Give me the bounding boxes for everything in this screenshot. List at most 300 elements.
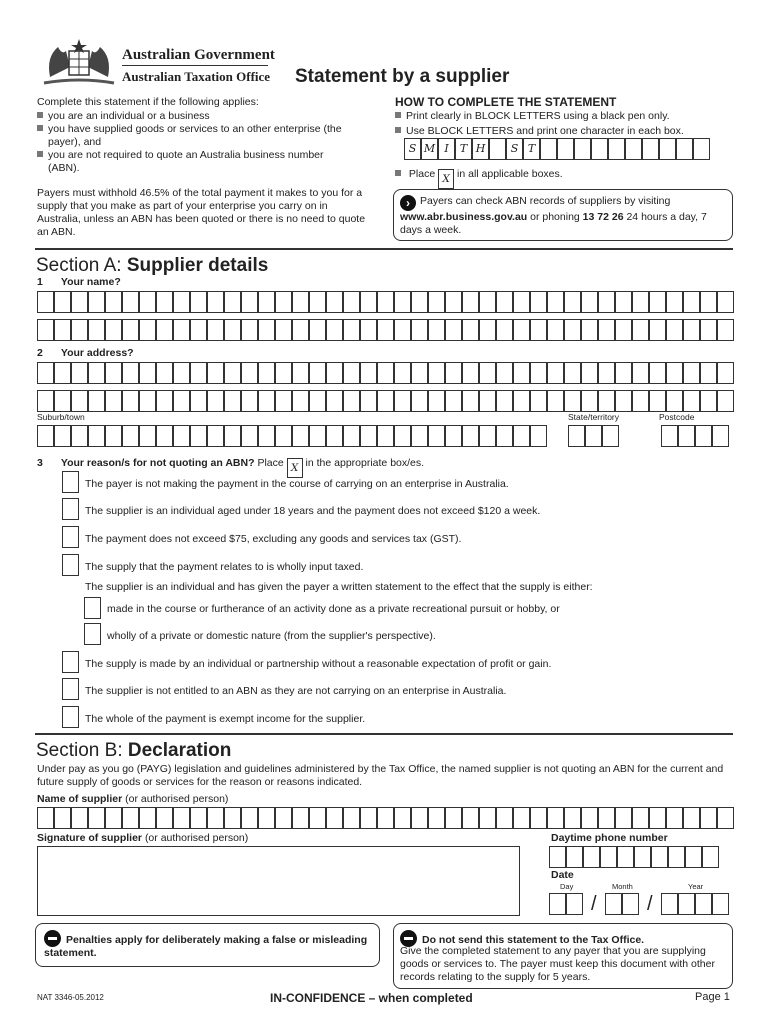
- supplier-name-input[interactable]: [37, 807, 734, 829]
- char-box[interactable]: [462, 319, 479, 341]
- char-box[interactable]: [377, 390, 394, 412]
- reason-text: The payment does not exceed $75, excluding any goods and services tax (GST).: [85, 533, 462, 545]
- char-box[interactable]: [207, 291, 224, 313]
- char-box[interactable]: [258, 291, 275, 313]
- char-box[interactable]: [326, 291, 343, 313]
- char-box[interactable]: [600, 846, 617, 868]
- char-box[interactable]: [632, 390, 649, 412]
- char-box[interactable]: [717, 291, 734, 313]
- reason-checkbox[interactable]: [62, 554, 79, 576]
- char-box: M: [421, 138, 438, 160]
- char-box[interactable]: [717, 362, 734, 384]
- q3-sample-box: X: [287, 458, 303, 478]
- char-box[interactable]: [615, 807, 632, 829]
- char-box[interactable]: [105, 291, 122, 313]
- char-box[interactable]: [241, 319, 258, 341]
- char-box[interactable]: [462, 291, 479, 313]
- char-box[interactable]: [605, 893, 622, 915]
- char-box[interactable]: [173, 390, 190, 412]
- char-box[interactable]: [547, 390, 564, 412]
- char-box[interactable]: [326, 425, 343, 447]
- char-box[interactable]: [513, 390, 530, 412]
- char-box[interactable]: [54, 319, 71, 341]
- char-box[interactable]: [224, 425, 241, 447]
- char-box[interactable]: [598, 291, 615, 313]
- char-box[interactable]: [343, 425, 360, 447]
- char-box[interactable]: [530, 291, 547, 313]
- char-box[interactable]: [54, 425, 71, 447]
- char-box[interactable]: [122, 425, 139, 447]
- do-not-send-heading: Do not send this statement to the Tax Office.: [422, 934, 645, 946]
- char-box[interactable]: [683, 319, 700, 341]
- char-box[interactable]: [549, 893, 566, 915]
- char-box[interactable]: [617, 846, 634, 868]
- char-box[interactable]: [71, 807, 88, 829]
- char-box: [625, 138, 642, 160]
- char-box[interactable]: [122, 362, 139, 384]
- char-box[interactable]: [479, 807, 496, 829]
- char-box[interactable]: [37, 390, 54, 412]
- char-box[interactable]: [190, 362, 207, 384]
- char-box[interactable]: [695, 893, 712, 915]
- char-box[interactable]: [568, 425, 585, 447]
- char-box[interactable]: [156, 425, 173, 447]
- char-box[interactable]: [602, 425, 619, 447]
- char-box[interactable]: [54, 291, 71, 313]
- abn-url-link[interactable]: www.abr.business.gov.au: [400, 211, 528, 223]
- char-box[interactable]: [105, 319, 122, 341]
- char-box[interactable]: [496, 425, 513, 447]
- char-box: [659, 138, 676, 160]
- char-box[interactable]: [581, 390, 598, 412]
- char-box[interactable]: [241, 362, 258, 384]
- char-box[interactable]: [343, 807, 360, 829]
- char-box[interactable]: [326, 390, 343, 412]
- char-box[interactable]: [661, 425, 678, 447]
- char-box[interactable]: [173, 291, 190, 313]
- char-box[interactable]: [479, 390, 496, 412]
- char-box[interactable]: [292, 425, 309, 447]
- how-to-bullet-2: Use BLOCK LETTERS and print one character in each box.: [395, 125, 684, 138]
- char-box[interactable]: [360, 390, 377, 412]
- char-box[interactable]: [632, 291, 649, 313]
- char-box[interactable]: [649, 319, 666, 341]
- char-box[interactable]: [445, 362, 462, 384]
- char-box[interactable]: [496, 319, 513, 341]
- char-box[interactable]: [547, 291, 564, 313]
- char-box[interactable]: [547, 362, 564, 384]
- char-box[interactable]: [258, 807, 275, 829]
- reason-checkbox[interactable]: [62, 526, 79, 548]
- char-box[interactable]: [651, 846, 668, 868]
- char-box[interactable]: [37, 425, 54, 447]
- char-box[interactable]: [88, 291, 105, 313]
- char-box[interactable]: [173, 425, 190, 447]
- char-box[interactable]: [513, 425, 530, 447]
- signature-label: Signature of supplier (or authorised person): [37, 832, 249, 844]
- char-box[interactable]: [292, 291, 309, 313]
- char-box[interactable]: [139, 319, 156, 341]
- char-box[interactable]: [411, 390, 428, 412]
- char-box[interactable]: [615, 319, 632, 341]
- char-box[interactable]: [309, 319, 326, 341]
- char-box[interactable]: [666, 807, 683, 829]
- char-box[interactable]: [309, 807, 326, 829]
- char-box[interactable]: [547, 807, 564, 829]
- char-box[interactable]: [428, 319, 445, 341]
- char-box[interactable]: [156, 362, 173, 384]
- name-input-row-1[interactable]: [37, 291, 734, 313]
- char-box[interactable]: [717, 807, 734, 829]
- char-box[interactable]: [462, 807, 479, 829]
- char-box[interactable]: [513, 362, 530, 384]
- char-box[interactable]: [530, 807, 547, 829]
- char-box[interactable]: [513, 291, 530, 313]
- char-box[interactable]: [190, 425, 207, 447]
- char-box[interactable]: [598, 390, 615, 412]
- char-box[interactable]: [275, 807, 292, 829]
- char-box[interactable]: [71, 390, 88, 412]
- suburb-input[interactable]: [37, 425, 547, 447]
- char-box[interactable]: [445, 390, 462, 412]
- char-box[interactable]: [666, 390, 683, 412]
- char-box[interactable]: [564, 807, 581, 829]
- char-box[interactable]: [428, 425, 445, 447]
- char-box[interactable]: [530, 390, 547, 412]
- char-box[interactable]: [549, 846, 566, 868]
- char-box[interactable]: [717, 319, 734, 341]
- char-box[interactable]: [678, 893, 695, 915]
- char-box[interactable]: [173, 362, 190, 384]
- char-box[interactable]: [428, 362, 445, 384]
- char-box[interactable]: [343, 319, 360, 341]
- char-box: [608, 138, 625, 160]
- char-box[interactable]: [598, 319, 615, 341]
- date-year-input[interactable]: [661, 893, 729, 915]
- char-box[interactable]: [275, 362, 292, 384]
- char-box[interactable]: [37, 291, 54, 313]
- sub-reason-text: wholly of a private or domestic nature (from the supplier's perspective).: [107, 630, 436, 642]
- char-box[interactable]: [122, 807, 139, 829]
- reason-checkbox[interactable]: [62, 678, 79, 700]
- char-box[interactable]: [496, 362, 513, 384]
- sub-reason-checkbox[interactable]: [84, 623, 101, 645]
- char-box[interactable]: [258, 362, 275, 384]
- char-box[interactable]: [139, 291, 156, 313]
- char-box[interactable]: [428, 291, 445, 313]
- char-box[interactable]: [564, 319, 581, 341]
- char-box[interactable]: [71, 319, 88, 341]
- char-box[interactable]: [615, 291, 632, 313]
- signature-box[interactable]: [37, 846, 520, 916]
- char-box[interactable]: [326, 319, 343, 341]
- char-box[interactable]: [615, 390, 632, 412]
- char-box[interactable]: [360, 319, 377, 341]
- date-month-input[interactable]: [605, 893, 639, 915]
- char-box[interactable]: [666, 362, 683, 384]
- char-box[interactable]: [564, 291, 581, 313]
- char-box[interactable]: [479, 319, 496, 341]
- char-box[interactable]: [632, 362, 649, 384]
- char-box[interactable]: [156, 807, 173, 829]
- char-box[interactable]: [343, 390, 360, 412]
- char-box[interactable]: [496, 807, 513, 829]
- char-box[interactable]: [54, 362, 71, 384]
- char-box[interactable]: [224, 390, 241, 412]
- char-box[interactable]: [668, 846, 685, 868]
- char-box[interactable]: [666, 319, 683, 341]
- char-box[interactable]: [360, 291, 377, 313]
- char-box[interactable]: [411, 807, 428, 829]
- char-box[interactable]: [326, 807, 343, 829]
- char-box[interactable]: [513, 319, 530, 341]
- char-box[interactable]: [377, 291, 394, 313]
- char-box[interactable]: [139, 807, 156, 829]
- char-box[interactable]: [173, 807, 190, 829]
- char-box[interactable]: [377, 319, 394, 341]
- char-box[interactable]: [309, 390, 326, 412]
- char-box[interactable]: [649, 362, 666, 384]
- char-box[interactable]: [411, 362, 428, 384]
- char-box[interactable]: [224, 362, 241, 384]
- char-box[interactable]: [583, 846, 600, 868]
- char-box[interactable]: [139, 390, 156, 412]
- char-box[interactable]: [156, 319, 173, 341]
- char-box[interactable]: [581, 807, 598, 829]
- char-box[interactable]: [566, 846, 583, 868]
- char-box[interactable]: [258, 319, 275, 341]
- char-box[interactable]: [445, 291, 462, 313]
- char-box[interactable]: [71, 362, 88, 384]
- char-box[interactable]: [394, 362, 411, 384]
- char-box[interactable]: [275, 390, 292, 412]
- char-box[interactable]: [479, 291, 496, 313]
- char-box[interactable]: [139, 425, 156, 447]
- char-box[interactable]: [702, 846, 719, 868]
- char-box[interactable]: [462, 362, 479, 384]
- char-box[interactable]: [258, 390, 275, 412]
- char-box[interactable]: [360, 425, 377, 447]
- char-box[interactable]: [207, 807, 224, 829]
- char-box[interactable]: [678, 425, 695, 447]
- char-box[interactable]: [105, 390, 122, 412]
- char-box[interactable]: [37, 362, 54, 384]
- char-box[interactable]: [634, 846, 651, 868]
- char-box[interactable]: [622, 893, 639, 915]
- char-box[interactable]: [173, 319, 190, 341]
- char-box[interactable]: [241, 425, 258, 447]
- char-box[interactable]: [394, 390, 411, 412]
- char-box[interactable]: [190, 291, 207, 313]
- char-box[interactable]: [343, 291, 360, 313]
- char-box[interactable]: [683, 390, 700, 412]
- char-box[interactable]: [122, 319, 139, 341]
- char-box[interactable]: [649, 807, 666, 829]
- char-box[interactable]: [224, 807, 241, 829]
- char-box[interactable]: [241, 390, 258, 412]
- char-box[interactable]: [88, 425, 105, 447]
- char-box[interactable]: [462, 425, 479, 447]
- char-box[interactable]: [428, 807, 445, 829]
- char-box[interactable]: [292, 319, 309, 341]
- penalty-text: Penalties apply for deliberately making a false or misleading statement.: [44, 934, 368, 959]
- char-box[interactable]: [207, 425, 224, 447]
- name-input-row-2[interactable]: [37, 319, 734, 341]
- char-box[interactable]: [585, 425, 602, 447]
- postcode-input[interactable]: [661, 425, 729, 447]
- char-box[interactable]: [156, 390, 173, 412]
- char-box[interactable]: [666, 291, 683, 313]
- char-box[interactable]: [207, 319, 224, 341]
- char-box[interactable]: [292, 362, 309, 384]
- char-box[interactable]: [360, 362, 377, 384]
- char-box[interactable]: [496, 291, 513, 313]
- char-box[interactable]: [649, 291, 666, 313]
- char-box[interactable]: [275, 291, 292, 313]
- char-box[interactable]: [411, 319, 428, 341]
- chevron-right-icon: ›: [400, 195, 416, 211]
- char-box[interactable]: [530, 362, 547, 384]
- char-box[interactable]: [598, 807, 615, 829]
- char-box[interactable]: [615, 362, 632, 384]
- char-box[interactable]: [54, 807, 71, 829]
- char-box[interactable]: [632, 319, 649, 341]
- char-box[interactable]: [700, 362, 717, 384]
- date-day-input[interactable]: [549, 893, 583, 915]
- char-box[interactable]: [411, 425, 428, 447]
- char-box[interactable]: [241, 291, 258, 313]
- char-box[interactable]: [71, 425, 88, 447]
- reason-checkbox[interactable]: [62, 498, 79, 520]
- char-box[interactable]: [581, 362, 598, 384]
- char-box[interactable]: [343, 362, 360, 384]
- char-box[interactable]: [530, 425, 547, 447]
- char-box[interactable]: [275, 319, 292, 341]
- char-box[interactable]: [292, 390, 309, 412]
- char-box[interactable]: [122, 390, 139, 412]
- reason-checkbox[interactable]: [62, 651, 79, 673]
- char-box[interactable]: [566, 893, 583, 915]
- char-box[interactable]: [224, 319, 241, 341]
- char-box[interactable]: [462, 390, 479, 412]
- char-box[interactable]: [105, 425, 122, 447]
- char-box[interactable]: [564, 362, 581, 384]
- char-box[interactable]: [105, 807, 122, 829]
- char-box[interactable]: [683, 291, 700, 313]
- char-box[interactable]: [394, 425, 411, 447]
- char-box[interactable]: [37, 807, 54, 829]
- char-box[interactable]: [394, 291, 411, 313]
- char-box[interactable]: [700, 807, 717, 829]
- char-box[interactable]: [54, 390, 71, 412]
- char-box[interactable]: [88, 390, 105, 412]
- char-box[interactable]: [496, 390, 513, 412]
- char-box[interactable]: [445, 425, 462, 447]
- char-box[interactable]: [564, 390, 581, 412]
- char-box[interactable]: [445, 319, 462, 341]
- char-box[interactable]: [712, 425, 729, 447]
- char-box[interactable]: [530, 319, 547, 341]
- char-box[interactable]: [377, 362, 394, 384]
- char-box[interactable]: [513, 807, 530, 829]
- char-box[interactable]: [428, 390, 445, 412]
- char-box[interactable]: [479, 425, 496, 447]
- char-box[interactable]: [37, 319, 54, 341]
- address-input-row-2[interactable]: [37, 390, 734, 412]
- char-box[interactable]: [717, 390, 734, 412]
- char-box[interactable]: [139, 362, 156, 384]
- reason-text: The payer is not making the payment in the course of carrying on an enterprise in Australia.: [85, 478, 509, 490]
- char-box[interactable]: [632, 807, 649, 829]
- char-box[interactable]: [695, 425, 712, 447]
- char-box[interactable]: [700, 291, 717, 313]
- char-box[interactable]: [547, 319, 564, 341]
- char-box[interactable]: [190, 807, 207, 829]
- char-box[interactable]: [190, 319, 207, 341]
- state-input[interactable]: [568, 425, 619, 447]
- char-box[interactable]: [661, 893, 678, 915]
- char-box[interactable]: [377, 807, 394, 829]
- char-box[interactable]: [156, 291, 173, 313]
- char-box[interactable]: [712, 893, 729, 915]
- char-box[interactable]: [241, 807, 258, 829]
- char-box[interactable]: [581, 319, 598, 341]
- char-box[interactable]: [394, 807, 411, 829]
- char-box[interactable]: [598, 362, 615, 384]
- address-input-row[interactable]: [37, 362, 734, 384]
- reason-checkbox[interactable]: [62, 706, 79, 728]
- char-box[interactable]: [88, 807, 105, 829]
- char-box[interactable]: [685, 846, 702, 868]
- char-box[interactable]: [190, 390, 207, 412]
- char-box[interactable]: [360, 807, 377, 829]
- char-box[interactable]: [207, 390, 224, 412]
- char-box[interactable]: [105, 362, 122, 384]
- char-box[interactable]: [88, 362, 105, 384]
- char-box[interactable]: [377, 425, 394, 447]
- char-box[interactable]: [700, 319, 717, 341]
- char-box[interactable]: [207, 362, 224, 384]
- reason-checkbox[interactable]: [62, 471, 79, 493]
- char-box[interactable]: [309, 291, 326, 313]
- char-box[interactable]: [292, 807, 309, 829]
- char-box[interactable]: [581, 291, 598, 313]
- abn-check-text: Payers can check ABN records of suppliers by visiting: [420, 195, 671, 207]
- char-box[interactable]: [224, 291, 241, 313]
- char-box[interactable]: [683, 807, 700, 829]
- char-box[interactable]: [700, 390, 717, 412]
- char-box[interactable]: [394, 319, 411, 341]
- char-box[interactable]: [445, 807, 462, 829]
- char-box[interactable]: [309, 425, 326, 447]
- phone-input[interactable]: [549, 846, 719, 868]
- char-box[interactable]: [88, 319, 105, 341]
- char-box[interactable]: [479, 362, 496, 384]
- char-box[interactable]: [326, 362, 343, 384]
- char-box[interactable]: [683, 362, 700, 384]
- char-box: S: [404, 138, 421, 160]
- char-box[interactable]: [411, 291, 428, 313]
- char-box[interactable]: [71, 291, 88, 313]
- char-box[interactable]: [309, 362, 326, 384]
- char-box[interactable]: [122, 291, 139, 313]
- char-box[interactable]: [649, 390, 666, 412]
- char-box[interactable]: [275, 425, 292, 447]
- char-box: [557, 138, 574, 160]
- intro-bullet: you are an individual or a business: [37, 110, 347, 123]
- sub-reason-checkbox[interactable]: [84, 597, 101, 619]
- char-box[interactable]: [258, 425, 275, 447]
